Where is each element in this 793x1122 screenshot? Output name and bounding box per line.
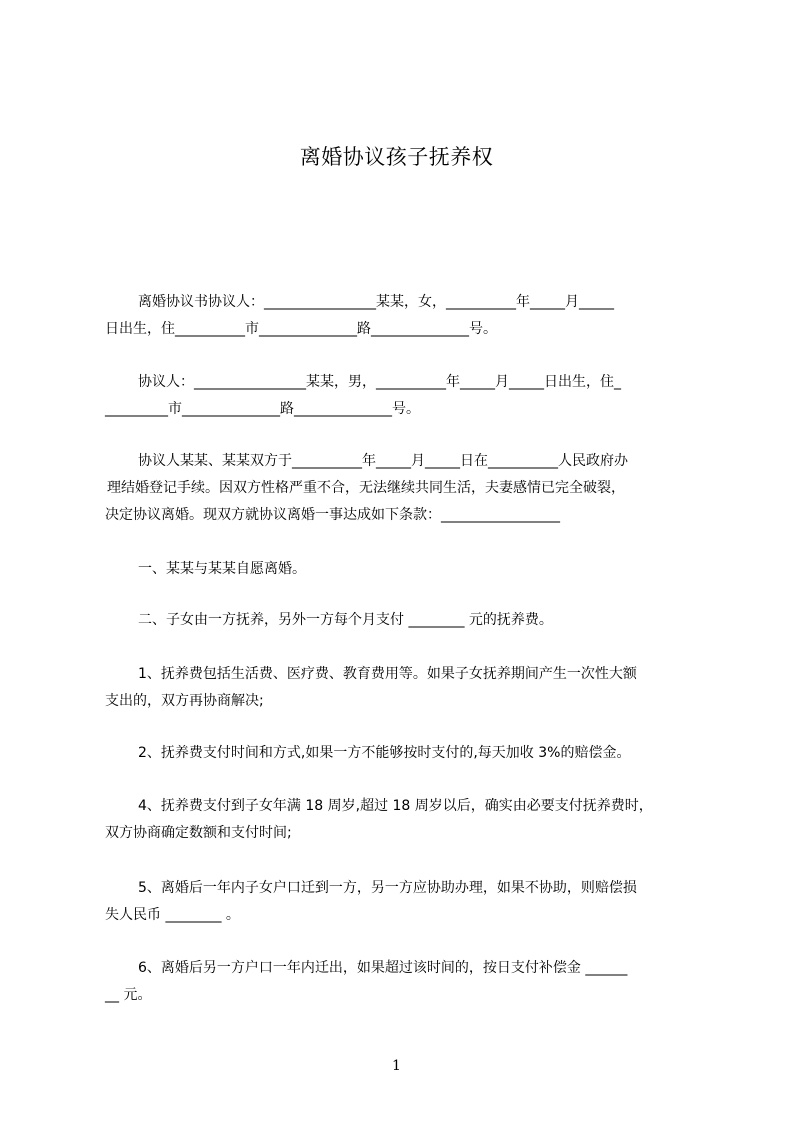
- paragraph-line: _________市______________路______________号。: [105, 401, 420, 417]
- paragraph-line: 协议人某某、某某双方于__________年_____月_____日在__________人民政府办: [138, 453, 628, 469]
- paragraph-line: 一、某某与某某自愿离婚。: [138, 561, 306, 577]
- paragraph-line: 二、子女由一方抚养，另外一方每个月支付 ________ 元的抚养费。: [138, 612, 553, 628]
- document-title: 离婚协议孩子抚养权: [299, 145, 494, 169]
- paragraph-clause-2-4: [105, 793, 653, 847]
- paragraph-line: 支出的，双方再协商解决;: [105, 693, 264, 709]
- paragraph-clause-2-2: [105, 740, 630, 767]
- paragraph-line: 理结婚登记手续。因双方性格严重不合，无法继续共同生活，夫妻感情已完全破裂，: [107, 480, 625, 496]
- paragraph-line: 1、抚养费包括生活费、医疗费、教育费用等。如果子女抚养期间产生一次性大额: [138, 666, 637, 682]
- paragraph-line: 4、抚养费支付到子女年满 18 周岁,超过 18 周岁以后，确实由必要支付抚养费时，: [138, 798, 653, 814]
- paragraph-line: 协议人：________________某某，男，__________年_____月_____日出生，住_: [138, 374, 621, 390]
- paragraph-line: 失人民币 ________ 。: [105, 907, 240, 923]
- paragraph-clause-2-5: [105, 875, 637, 929]
- page-number: 1: [392, 1058, 401, 1074]
- paragraph-line: 决定协议离婚。现双方就协议离婚一事达成如下条款：_________________: [105, 507, 560, 523]
- paragraph-clause-2: [105, 607, 553, 634]
- paragraph-clause-2-6: [105, 955, 627, 1009]
- paragraph-clause-1: [105, 556, 306, 583]
- paragraph-line: 6、离婚后另一方户口一年内迁出，如果超过该时间的，按日支付补偿金 ______: [138, 960, 628, 976]
- paragraph-clause-2-1: [105, 661, 637, 715]
- paragraph-party-2: [105, 369, 621, 423]
- paragraph-line: 离婚协议书协议人：________________某某，女，__________年_____月_____: [138, 294, 614, 310]
- paragraph-preamble: [105, 448, 628, 529]
- paragraph-line: __ 元。: [105, 987, 152, 1003]
- paragraph-line: 日出生，住__________市______________路______________号。: [105, 321, 497, 337]
- paragraph-party-1: [105, 289, 614, 343]
- paragraph-line: 2、抚养费支付时间和方式,如果一方不能够按时支付的,每天加收 3%的赔偿金。: [138, 745, 631, 761]
- paragraph-line: 双方协商确定数额和支付时间;: [105, 825, 292, 841]
- paragraph-line: 5、离婚后一年内子女户口迁到一方，另一方应协助办理，如果不协助，则赔偿损: [138, 880, 637, 896]
